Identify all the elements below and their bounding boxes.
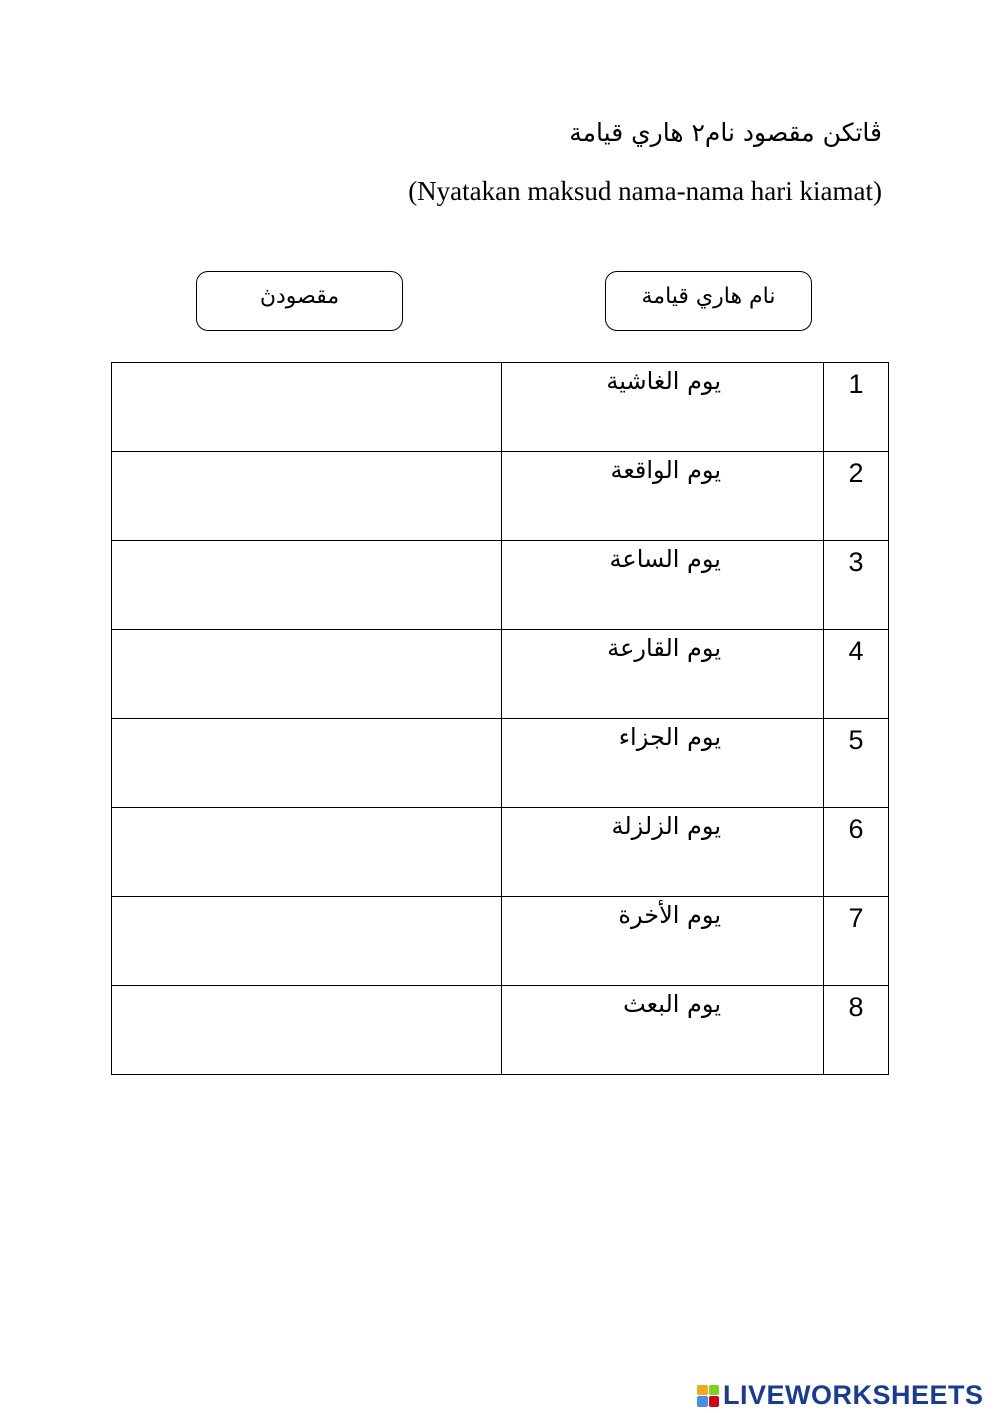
day-name-cell: يوم القارعة (502, 630, 824, 719)
row-number-cell: 2 (824, 452, 889, 541)
answer-cell[interactable] (112, 541, 502, 630)
name-column-label (605, 271, 812, 331)
liveworksheets-brand (697, 1380, 984, 1411)
table-row (112, 897, 889, 986)
instruction-title-jawi: ڤاتكن مقصود نام٢ هاري قيامة (569, 118, 882, 147)
logo-square-4 (709, 1396, 720, 1407)
answer-cell[interactable] (112, 719, 502, 808)
answer-cell[interactable] (112, 630, 502, 719)
table-row (112, 452, 889, 541)
answer-cell[interactable] (112, 808, 502, 897)
table-row (112, 363, 889, 452)
day-name-cell: يوم الزلزلة (502, 808, 824, 897)
worksheet-table (111, 362, 889, 1075)
row-number-cell: 4 (824, 630, 889, 719)
table-row (112, 719, 889, 808)
table-row (112, 986, 889, 1075)
row-number-cell: 6 (824, 808, 889, 897)
answer-cell[interactable] (112, 897, 502, 986)
logo-square-3 (697, 1396, 708, 1407)
table-row (112, 630, 889, 719)
row-number-cell: 8 (824, 986, 889, 1075)
day-name-cell: يوم الواقعة (502, 452, 824, 541)
day-name-cell: يوم الغاشية (502, 363, 824, 452)
day-name-cell: يوم الجزاء (502, 719, 824, 808)
answer-cell[interactable] (112, 986, 502, 1075)
row-number-cell: 5 (824, 719, 889, 808)
row-number-cell: 7 (824, 897, 889, 986)
table-row (112, 808, 889, 897)
logo-square-2 (709, 1385, 720, 1396)
day-name-cell: يوم الساعة (502, 541, 824, 630)
answer-cell[interactable] (112, 452, 502, 541)
liveworksheets-logo-icon (697, 1385, 719, 1407)
row-number-cell: 1 (824, 363, 889, 452)
day-name-cell: يوم الأخرة (502, 897, 824, 986)
answer-cell[interactable] (112, 363, 502, 452)
meaning-column-label (196, 271, 403, 331)
name-column-label-text: نام هاري قيامة (641, 284, 776, 309)
meaning-column-label-text: مقصودڽ (259, 284, 340, 309)
table-row (112, 541, 889, 630)
logo-square-1 (697, 1385, 708, 1396)
row-number-cell: 3 (824, 541, 889, 630)
brand-text: LIVEWORKSHEETS (723, 1380, 984, 1410)
instruction-title-latin: (Nyatakan maksud nama-nama hari kiamat) (408, 176, 882, 206)
day-name-cell: يوم البعث (502, 986, 824, 1075)
